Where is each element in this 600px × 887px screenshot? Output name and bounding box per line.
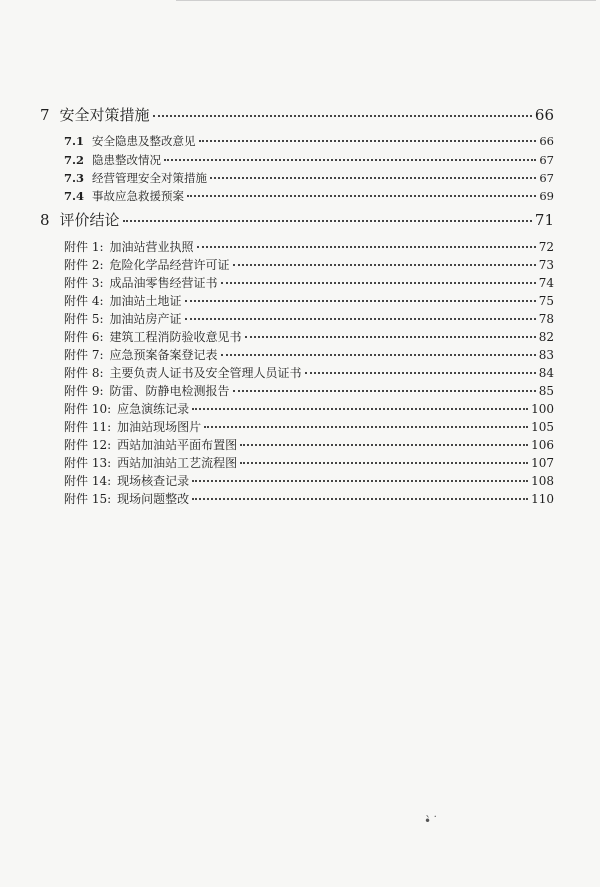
appendix-title: 危险化学品经营许可证 [109, 258, 230, 272]
appendix-label: 附件 9: [64, 384, 104, 398]
page-number: 78 [538, 312, 554, 326]
toc-appendix-10[interactable] [64, 400, 554, 417]
chapter-title: 安全对策措施 [59, 106, 150, 124]
appendix-title: 防雷、防静电检测报告 [109, 384, 230, 398]
dot-leader [233, 264, 536, 266]
appendix-label: 附件 14: [64, 474, 112, 488]
appendix-label: 附件 10: [64, 402, 112, 416]
page-number: 66 [534, 106, 554, 124]
page-number: 74 [538, 276, 554, 290]
page-number: 83 [538, 348, 554, 362]
toc-section-7-3[interactable] [64, 170, 554, 186]
dot-leader [123, 220, 532, 222]
toc-appendix-1[interactable] [64, 238, 554, 255]
appendix-title: 现场问题整改 [117, 492, 190, 506]
page-number: 108 [531, 474, 554, 488]
appendix-title: 加油站现场图片 [117, 420, 202, 434]
toc-appendix-13[interactable] [64, 454, 554, 471]
page-number: 66 [539, 134, 554, 148]
dot-leader [185, 318, 536, 320]
page-number: 110 [531, 492, 554, 506]
section-number: 7.3 [64, 171, 85, 185]
dot-leader [245, 336, 536, 338]
appendix-title: 西站加油站平面布置图 [117, 438, 238, 452]
appendix-title: 西站加油站工艺流程图 [117, 456, 238, 470]
dot-leader [240, 462, 528, 464]
appendix-label: 附件 6: [64, 330, 104, 344]
section-title: 安全隐患及整改意见 [92, 134, 196, 148]
chapter-number: 7 [40, 106, 50, 124]
appendix-title: 成品油零售经营证书 [109, 276, 218, 290]
toc-section-7-1[interactable] [64, 133, 554, 149]
dot-leader [221, 282, 536, 284]
section-number: 7.2 [64, 153, 85, 167]
appendix-label: 附件 4: [64, 294, 104, 308]
appendix-label: 附件 7: [64, 348, 104, 362]
appendix-label: 附件 12: [64, 438, 112, 452]
dot-leader [240, 444, 528, 446]
chapter-title: 评价结论 [59, 211, 120, 229]
page-number: 71 [534, 211, 554, 229]
page-number: 107 [531, 456, 554, 470]
appendix-title: 主要负责人证书及安全管理人员证书 [109, 366, 302, 380]
page-number: 69 [539, 189, 554, 203]
appendix-label: 附件 8: [64, 366, 104, 380]
dot-leader [185, 300, 536, 302]
toc-appendix-11[interactable] [64, 418, 554, 435]
appendix-label: 附件 13: [64, 456, 112, 470]
appendix-title: 加油站房产证 [109, 312, 182, 326]
section-title: 隐患整改情况 [92, 153, 162, 167]
dot-leader [204, 426, 528, 428]
toc-appendix-4[interactable] [64, 292, 554, 309]
section-number: 7.1 [64, 134, 85, 148]
dot-leader [197, 246, 536, 248]
appendix-label: 附件 1: [64, 240, 104, 254]
appendix-title: 应急预案备案登记表 [109, 348, 218, 362]
appendix-label: 附件 3: [64, 276, 104, 290]
appendix-title: 加油站营业执照 [109, 240, 194, 254]
toc-appendix-9[interactable] [64, 382, 554, 399]
dot-leader [192, 408, 528, 410]
page-number: 106 [531, 438, 554, 452]
dot-leader [164, 159, 536, 161]
appendix-label: 附件 11: [64, 420, 112, 434]
section-title: 事故应急救援预案 [92, 189, 185, 203]
margin-scribble-mark: •̀ ͘ [424, 814, 437, 828]
appendix-title: 现场核查记录 [117, 474, 190, 488]
toc-section-7-4[interactable] [64, 188, 554, 204]
toc-appendix-6[interactable] [64, 328, 554, 345]
toc-chapter-8[interactable] [40, 209, 554, 230]
toc-section-7-2[interactable] [64, 152, 554, 168]
section-number: 7.4 [64, 189, 85, 203]
toc-appendix-8[interactable] [64, 364, 554, 381]
dot-leader [305, 372, 536, 374]
page-number: 73 [538, 258, 554, 272]
dot-leader [153, 115, 532, 117]
page-number: 100 [531, 402, 554, 416]
dot-leader [210, 177, 536, 179]
toc-appendix-15[interactable] [64, 490, 554, 507]
page-top-edge [176, 0, 596, 11]
toc-appendix-5[interactable] [64, 310, 554, 327]
dot-leader [221, 354, 536, 356]
page-number: 75 [538, 294, 554, 308]
page-number: 85 [538, 384, 554, 398]
page-number: 84 [538, 366, 554, 380]
page-number: 105 [531, 420, 554, 434]
page-number: 67 [539, 171, 554, 185]
toc-appendix-14[interactable] [64, 472, 554, 489]
toc-appendix-12[interactable] [64, 436, 554, 453]
dot-leader [192, 480, 528, 482]
appendix-title: 建筑工程消防验收意见书 [109, 330, 242, 344]
toc-appendix-2[interactable] [64, 256, 554, 273]
dot-leader [187, 195, 536, 197]
section-title: 经营管理安全对策措施 [92, 171, 208, 185]
appendix-title: 应急演练记录 [117, 402, 190, 416]
page-number: 82 [538, 330, 554, 344]
toc-appendix-3[interactable] [64, 274, 554, 291]
appendix-label: 附件 5: [64, 312, 104, 326]
toc-appendix-7[interactable] [64, 346, 554, 363]
page-number: 72 [538, 240, 554, 254]
appendix-title: 加油站土地证 [109, 294, 182, 308]
chapter-number: 8 [40, 211, 50, 229]
dot-leader [192, 498, 528, 500]
dot-leader [199, 140, 537, 142]
dot-leader [233, 390, 536, 392]
toc-chapter-7[interactable] [40, 104, 554, 125]
appendix-label: 附件 2: [64, 258, 104, 272]
page-number: 67 [539, 153, 554, 167]
appendix-label: 附件 15: [64, 492, 112, 506]
